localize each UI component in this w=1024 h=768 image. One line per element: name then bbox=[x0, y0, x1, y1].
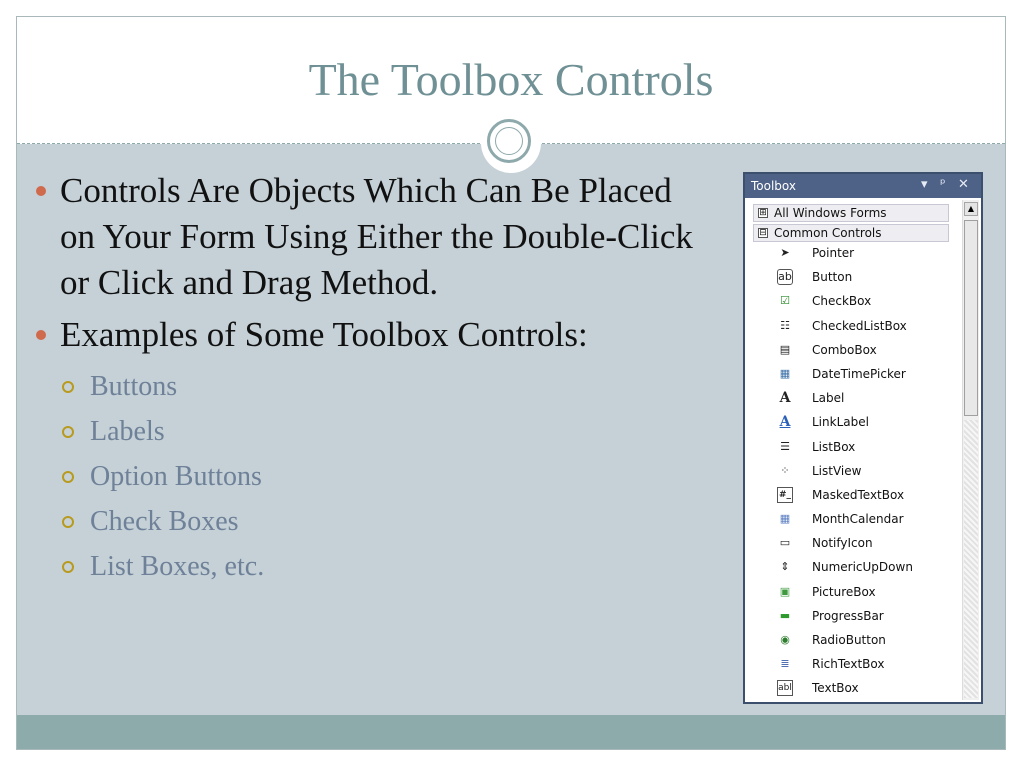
button-icon: ab bbox=[778, 270, 792, 284]
item-label: LinkLabel bbox=[812, 415, 869, 430]
progress-bar-icon: ▬ bbox=[779, 608, 791, 622]
close-icon[interactable]: ✕ bbox=[958, 177, 969, 192]
sub-bullet-text: Check Boxes bbox=[90, 506, 239, 537]
ring-bullet-icon bbox=[62, 471, 74, 483]
label-icon: A bbox=[779, 390, 791, 407]
toolbox-item-pointer[interactable] bbox=[761, 242, 951, 266]
item-label: RichTextBox bbox=[812, 657, 885, 672]
item-label: NumericUpDown bbox=[812, 560, 913, 575]
toolbox-item-listbox[interactable] bbox=[761, 436, 951, 460]
item-label: NotifyIcon bbox=[812, 536, 873, 551]
sub-bullet-list bbox=[60, 364, 712, 589]
date-time-picker-icon: ▦ bbox=[779, 366, 791, 380]
sub-bullet-text: List Boxes, etc. bbox=[90, 551, 265, 582]
toolbox-item-monthcalendar[interactable] bbox=[761, 508, 951, 532]
sub-bullet-item bbox=[60, 454, 712, 499]
item-label: CheckedListBox bbox=[812, 318, 907, 333]
sub-bullet-item bbox=[60, 409, 712, 454]
item-label: Button bbox=[812, 270, 853, 285]
text-box-icon: abl bbox=[777, 680, 793, 696]
item-label: CheckBox bbox=[812, 294, 872, 309]
toolbox-title-bar bbox=[745, 174, 981, 198]
month-calendar-icon: ▦ bbox=[779, 512, 791, 526]
ring-bullet-icon bbox=[62, 381, 74, 393]
item-label: ListView bbox=[812, 463, 862, 478]
toolbox-item-button[interactable] bbox=[761, 266, 951, 290]
picture-box-icon: ▣ bbox=[779, 584, 791, 598]
section-all-windows-forms[interactable] bbox=[753, 204, 949, 222]
dropdown-arrow-icon[interactable]: ▾ bbox=[921, 177, 928, 192]
toolbox-item-datetimepicker[interactable] bbox=[761, 363, 951, 387]
ring-bullet-icon bbox=[62, 516, 74, 528]
bullet-item bbox=[32, 168, 712, 306]
pointer-icon: ➤ bbox=[780, 246, 790, 259]
section-label: Common Controls bbox=[774, 226, 882, 240]
toolbox-item-linklabel[interactable] bbox=[761, 411, 951, 435]
toolbox-item-picturebox[interactable] bbox=[761, 581, 951, 605]
bullet-dot-icon bbox=[36, 330, 46, 340]
scroll-track[interactable] bbox=[964, 420, 978, 698]
rich-text-box-icon: ≣ bbox=[780, 657, 790, 671]
bullet-text: Controls Are Objects Which Can Be Placed on Your Form Using Either the Double-Click or Click and Drag Method. bbox=[60, 171, 693, 302]
sub-bullet-item bbox=[60, 499, 712, 544]
sub-bullet-item bbox=[60, 544, 712, 589]
toolbox-item-textbox[interactable] bbox=[761, 677, 951, 701]
item-label: ListBox bbox=[812, 439, 856, 454]
collapse-icon[interactable]: ⊟ bbox=[759, 228, 767, 238]
item-label: ProgressBar bbox=[812, 608, 884, 623]
toolbox-item-numericupdown[interactable] bbox=[761, 556, 951, 580]
toolbox-item-label[interactable] bbox=[761, 387, 951, 411]
toolbox-title: Toolbox bbox=[751, 179, 796, 193]
section-common-controls[interactable] bbox=[753, 224, 949, 242]
toolbox-item-notifyicon[interactable] bbox=[761, 532, 951, 556]
footer-band bbox=[17, 715, 1005, 749]
toolbox-item-progressbar[interactable] bbox=[761, 605, 951, 629]
toolbox-item-checkbox[interactable] bbox=[761, 290, 951, 314]
toolbox-item-richtextbox[interactable] bbox=[761, 653, 951, 677]
pin-icon[interactable]: ᵖ bbox=[940, 177, 946, 192]
bullet-dot-icon bbox=[36, 186, 46, 196]
combo-box-icon: ▤ bbox=[779, 342, 791, 356]
bullet-list bbox=[32, 168, 712, 589]
toolbox-panel bbox=[743, 172, 983, 704]
radio-button-icon: ◉ bbox=[780, 633, 790, 646]
sub-bullet-text: Labels bbox=[90, 416, 165, 447]
notify-icon-icon: ▭ bbox=[779, 536, 791, 550]
item-label: DateTimePicker bbox=[812, 366, 906, 381]
bullet-text: Examples of Some Toolbox Controls: bbox=[60, 315, 588, 354]
bullet-item bbox=[32, 312, 712, 358]
ring-bullet-icon bbox=[62, 426, 74, 438]
item-label: MaskedTextBox bbox=[812, 487, 905, 502]
sub-bullet-item bbox=[60, 364, 712, 409]
sub-bullet-text: Option Buttons bbox=[90, 461, 262, 492]
ornament-inner-ring bbox=[495, 127, 523, 155]
numeric-up-down-icon: ⇕ bbox=[780, 560, 790, 574]
ring-bullet-icon bbox=[62, 561, 74, 573]
link-label-icon: A bbox=[779, 414, 791, 431]
toolbox-item-listview[interactable] bbox=[761, 460, 951, 484]
item-label: MonthCalendar bbox=[812, 512, 904, 527]
item-label: ComboBox bbox=[812, 342, 877, 357]
toolbox-item-combobox[interactable] bbox=[761, 339, 951, 363]
checkbox-icon: ☑ bbox=[780, 294, 790, 308]
item-label: Pointer bbox=[812, 246, 855, 260]
item-label: Label bbox=[812, 391, 845, 406]
expand-icon[interactable]: ⊞ bbox=[759, 208, 767, 218]
list-box-icon: ☰ bbox=[780, 439, 790, 453]
slide-title: The Toolbox Controls bbox=[308, 54, 714, 105]
masked-text-box-icon: #_ bbox=[777, 487, 793, 503]
checked-list-box-icon: ☷ bbox=[780, 318, 790, 332]
item-label: RadioButton bbox=[812, 633, 886, 647]
item-label: TextBox bbox=[812, 681, 859, 696]
toolbox-item-maskedtextbox[interactable] bbox=[761, 484, 951, 508]
toolbox-item-radiobutton[interactable] bbox=[761, 629, 951, 653]
scroll-up-arrow-icon[interactable]: ▲ bbox=[964, 202, 978, 216]
toolbox-item-list bbox=[761, 242, 951, 702]
list-view-icon: ⁘ bbox=[780, 463, 790, 477]
toolbox-body bbox=[745, 198, 981, 704]
toolbox-item-checkedlistbox[interactable] bbox=[761, 315, 951, 339]
scroll-thumb[interactable] bbox=[964, 220, 978, 416]
toolbox-scrollbar[interactable] bbox=[962, 200, 979, 700]
sub-bullet-text: Buttons bbox=[90, 371, 178, 402]
item-label: PictureBox bbox=[812, 584, 876, 599]
section-label: All Windows Forms bbox=[774, 206, 887, 220]
